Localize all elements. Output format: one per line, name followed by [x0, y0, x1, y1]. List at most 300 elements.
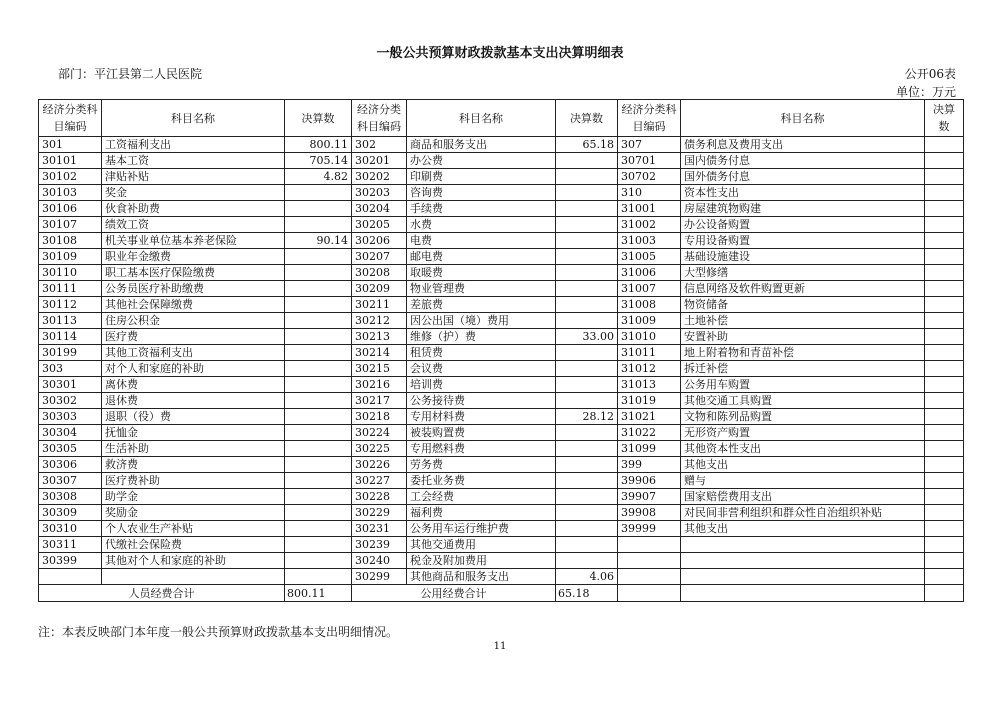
header-name: 科目名称 [102, 100, 285, 137]
cell-amount [556, 153, 618, 169]
page-number: 11 [493, 641, 507, 652]
table-row [39, 425, 964, 441]
cell-code: 31010 [618, 329, 681, 345]
cell-amount [285, 313, 352, 329]
cell-name [102, 569, 285, 585]
cell-code: 30303 [39, 409, 102, 425]
cell-name [681, 537, 925, 553]
cell-code: 30102 [39, 169, 102, 185]
table-row [39, 313, 964, 329]
cell-code: 31019 [618, 393, 681, 409]
cell-code: 30213 [352, 329, 407, 345]
cell-amount [285, 409, 352, 425]
cell-amount [556, 425, 618, 441]
cell-name: 培训费 [407, 377, 556, 393]
footnote: 注：本表反映部门本年度一般公共预算财政拨款基本支出明细情况。 [38, 625, 399, 639]
cell-name: 对个人和家庭的补助 [102, 361, 285, 377]
empty-cell [925, 585, 964, 602]
cell-name: 福利费 [407, 505, 556, 521]
cell-code: 30299 [352, 569, 407, 585]
cell-amount: 90.14 [285, 233, 352, 249]
cell-name: 公务接待费 [407, 393, 556, 409]
cell-name: 会议费 [407, 361, 556, 377]
cell-code: 30205 [352, 217, 407, 233]
cell-name: 租赁费 [407, 345, 556, 361]
cell-name: 办公费 [407, 153, 556, 169]
cell-name: 债务利息及费用支出 [681, 137, 925, 153]
cell-amount [925, 185, 964, 201]
cell-amount [556, 457, 618, 473]
cell-amount [556, 169, 618, 185]
table-row [39, 281, 964, 297]
cell-name: 电费 [407, 233, 556, 249]
cell-code: 31012 [618, 361, 681, 377]
cell-name: 差旅费 [407, 297, 556, 313]
table-row [39, 249, 964, 265]
table-number: 公开06表 [904, 67, 956, 81]
cell-code: 302 [352, 137, 407, 153]
cell-code: 30307 [39, 473, 102, 489]
cell-name: 其他商品和服务支出 [407, 569, 556, 585]
cell-code: 30204 [352, 201, 407, 217]
cell-code: 301 [39, 137, 102, 153]
cell-code: 31022 [618, 425, 681, 441]
cell-name: 其他支出 [681, 457, 925, 473]
cell-name: 退休费 [102, 393, 285, 409]
cell-name: 商品和服务支出 [407, 137, 556, 153]
cell-amount [925, 313, 964, 329]
cell-code: 30214 [352, 345, 407, 361]
empty-cell [618, 585, 681, 602]
table-row [39, 473, 964, 489]
cell-name: 赠与 [681, 473, 925, 489]
table-row [39, 441, 964, 457]
cell-amount: 65.18 [556, 137, 618, 153]
header-code: 经济分类科目编码 [618, 100, 681, 137]
cell-name: 信息网络及软件购置更新 [681, 281, 925, 297]
cell-amount [285, 185, 352, 201]
cell-code: 30305 [39, 441, 102, 457]
personnel-total-value: 800.11 [285, 585, 352, 602]
cell-code: 39999 [618, 521, 681, 537]
cell-amount: 800.11 [285, 137, 352, 153]
cell-amount [925, 457, 964, 473]
cell-amount [285, 345, 352, 361]
cell-name: 国内债务付息 [681, 153, 925, 169]
cell-amount [925, 153, 964, 169]
cell-name: 资本性支出 [681, 185, 925, 201]
cell-amount [285, 553, 352, 569]
cell-name: 拆迁补偿 [681, 361, 925, 377]
cell-code: 30106 [39, 201, 102, 217]
header-amount: 决算数 [285, 100, 352, 137]
cell-amount [556, 345, 618, 361]
personnel-total-label: 人员经费合计 [39, 585, 285, 602]
cell-amount [556, 377, 618, 393]
cell-amount [556, 537, 618, 553]
cell-amount [925, 361, 964, 377]
cell-code: 30217 [352, 393, 407, 409]
cell-code: 30226 [352, 457, 407, 473]
cell-code [618, 569, 681, 585]
cell-code: 30201 [352, 153, 407, 169]
cell-name: 印刷费 [407, 169, 556, 185]
cell-name: 对民间非营利组织和群众性自治组织补贴 [681, 505, 925, 521]
cell-name: 奖励金 [102, 505, 285, 521]
cell-code [618, 553, 681, 569]
unit-label: 单位：万元 [895, 85, 956, 99]
cell-amount [556, 265, 618, 281]
cell-name: 咨询费 [407, 185, 556, 201]
cell-name: 工资福利支出 [102, 137, 285, 153]
public-total-label: 公用经费合计 [352, 585, 556, 602]
cell-amount [556, 233, 618, 249]
cell-code: 30108 [39, 233, 102, 249]
cell-amount [556, 217, 618, 233]
cell-code: 30306 [39, 457, 102, 473]
cell-name: 其他交通费用 [407, 537, 556, 553]
cell-name: 基本工资 [102, 153, 285, 169]
table-row [39, 505, 964, 521]
cell-amount [925, 521, 964, 537]
table-row [39, 393, 964, 409]
cell-name: 劳务费 [407, 457, 556, 473]
cell-amount [285, 201, 352, 217]
cell-code: 31007 [618, 281, 681, 297]
cell-name: 绩效工资 [102, 217, 285, 233]
cell-code: 30209 [352, 281, 407, 297]
cell-code [39, 569, 102, 585]
cell-name: 房屋建筑物购建 [681, 201, 925, 217]
cell-amount [556, 361, 618, 377]
table-row [39, 217, 964, 233]
cell-name: 大型修缮 [681, 265, 925, 281]
cell-code: 30218 [352, 409, 407, 425]
header-amount: 决算数 [925, 100, 964, 137]
table-row [39, 153, 964, 169]
cell-amount [925, 409, 964, 425]
cell-code: 30702 [618, 169, 681, 185]
cell-code: 30227 [352, 473, 407, 489]
cell-amount [285, 489, 352, 505]
cell-code: 31006 [618, 265, 681, 281]
cell-code: 30701 [618, 153, 681, 169]
cell-amount [556, 281, 618, 297]
cell-amount [925, 377, 964, 393]
cell-name: 津贴补贴 [102, 169, 285, 185]
cell-name: 邮电费 [407, 249, 556, 265]
cell-amount [285, 441, 352, 457]
cell-code: 30207 [352, 249, 407, 265]
cell-name: 其他工资福利支出 [102, 345, 285, 361]
cell-name: 维修（护）费 [407, 329, 556, 345]
cell-amount [556, 393, 618, 409]
cell-code: 30212 [352, 313, 407, 329]
cell-code: 31008 [618, 297, 681, 313]
cell-name: 离休费 [102, 377, 285, 393]
cell-name: 职工基本医疗保险缴费 [102, 265, 285, 281]
cell-amount [285, 537, 352, 553]
cell-name: 取暖费 [407, 265, 556, 281]
cell-name: 其他对个人和家庭的补助 [102, 553, 285, 569]
cell-amount [556, 249, 618, 265]
cell-code: 30199 [39, 345, 102, 361]
cell-name: 奖金 [102, 185, 285, 201]
table-row [39, 345, 964, 361]
cell-name: 国外债务付息 [681, 169, 925, 185]
cell-name: 救济费 [102, 457, 285, 473]
cell-amount: 33.00 [556, 329, 618, 345]
cell-name: 代缴社会保险费 [102, 537, 285, 553]
cell-amount [925, 537, 964, 553]
cell-name: 手续费 [407, 201, 556, 217]
cell-amount [925, 393, 964, 409]
cell-name [681, 553, 925, 569]
cell-code: 30111 [39, 281, 102, 297]
cell-name: 伙食补助费 [102, 201, 285, 217]
cell-amount [925, 425, 964, 441]
cell-code: 30202 [352, 169, 407, 185]
cell-amount [925, 169, 964, 185]
department-label: 部门：平江县第二人民医院 [58, 67, 203, 81]
cell-amount [285, 265, 352, 281]
cell-code: 30224 [352, 425, 407, 441]
cell-code: 310 [618, 185, 681, 201]
table-header-row [39, 100, 964, 137]
cell-name: 物资储备 [681, 297, 925, 313]
cell-code: 31021 [618, 409, 681, 425]
cell-code: 30211 [352, 297, 407, 313]
cell-amount [556, 201, 618, 217]
cell-amount [285, 297, 352, 313]
cell-code: 31002 [618, 217, 681, 233]
cell-name: 物业管理费 [407, 281, 556, 297]
table-row [39, 537, 964, 553]
cell-name: 公务用车运行维护费 [407, 521, 556, 537]
cell-amount [285, 361, 352, 377]
table-row [39, 569, 964, 585]
cell-name: 土地补偿 [681, 313, 925, 329]
cell-amount [925, 281, 964, 297]
cell-code: 30113 [39, 313, 102, 329]
cell-amount [285, 249, 352, 265]
empty-cell [681, 585, 925, 602]
header-code: 经济分类科目编码 [39, 100, 102, 137]
cell-amount [556, 441, 618, 457]
cell-amount [285, 521, 352, 537]
cell-amount [285, 329, 352, 345]
cell-amount: 4.82 [285, 169, 352, 185]
cell-name: 地上附着物和青苗补偿 [681, 345, 925, 361]
cell-amount [285, 569, 352, 585]
cell-name: 抚恤金 [102, 425, 285, 441]
cell-name: 助学金 [102, 489, 285, 505]
cell-name: 其他社会保障缴费 [102, 297, 285, 313]
table-row [39, 553, 964, 569]
cell-name: 公务员医疗补助缴费 [102, 281, 285, 297]
cell-name: 被装购置费 [407, 425, 556, 441]
cell-code: 30308 [39, 489, 102, 505]
cell-name: 安置补助 [681, 329, 925, 345]
table-row [39, 361, 964, 377]
cell-name: 委托业务费 [407, 473, 556, 489]
cell-name: 国家赔偿费用支出 [681, 489, 925, 505]
cell-code: 30216 [352, 377, 407, 393]
cell-name: 无形资产购置 [681, 425, 925, 441]
cell-amount [925, 249, 964, 265]
cell-code: 303 [39, 361, 102, 377]
table-row [39, 137, 964, 153]
cell-amount [925, 553, 964, 569]
cell-name: 基础设施建设 [681, 249, 925, 265]
cell-amount [925, 201, 964, 217]
cell-code: 30110 [39, 265, 102, 281]
cell-name [681, 569, 925, 585]
cell-amount [556, 489, 618, 505]
table-row [39, 329, 964, 345]
cell-name: 工会经费 [407, 489, 556, 505]
cell-name: 医疗费 [102, 329, 285, 345]
cell-code: 30101 [39, 153, 102, 169]
cell-code: 31099 [618, 441, 681, 457]
cell-code: 30240 [352, 553, 407, 569]
cell-amount [556, 553, 618, 569]
cell-code: 30228 [352, 489, 407, 505]
cell-amount [556, 521, 618, 537]
cell-code: 31003 [618, 233, 681, 249]
cell-amount [285, 217, 352, 233]
expenditure-table [38, 99, 964, 602]
cell-name: 其他交通工具购置 [681, 393, 925, 409]
cell-code: 30109 [39, 249, 102, 265]
table-row [39, 489, 964, 505]
table-row [39, 169, 964, 185]
cell-amount: 4.06 [556, 569, 618, 585]
cell-code: 31009 [618, 313, 681, 329]
cell-name: 其他支出 [681, 521, 925, 537]
cell-amount [925, 345, 964, 361]
cell-code: 39907 [618, 489, 681, 505]
cell-amount [285, 377, 352, 393]
cell-code: 30203 [352, 185, 407, 201]
cell-amount [556, 473, 618, 489]
cell-amount [556, 297, 618, 313]
cell-amount [285, 505, 352, 521]
table-row [39, 185, 964, 201]
cell-amount [925, 569, 964, 585]
cell-code: 30239 [352, 537, 407, 553]
cell-name: 税金及附加费用 [407, 553, 556, 569]
cell-code: 30206 [352, 233, 407, 249]
cell-code: 30107 [39, 217, 102, 233]
cell-code: 31001 [618, 201, 681, 217]
cell-amount [925, 489, 964, 505]
cell-amount [925, 329, 964, 345]
cell-amount [556, 185, 618, 201]
cell-amount [925, 505, 964, 521]
table-body [39, 137, 964, 585]
cell-name: 专用设备购置 [681, 233, 925, 249]
table-row [39, 457, 964, 473]
cell-code: 30304 [39, 425, 102, 441]
cell-amount [925, 233, 964, 249]
cell-code: 30302 [39, 393, 102, 409]
cell-code: 39906 [618, 473, 681, 489]
cell-code: 30229 [352, 505, 407, 521]
public-total-value: 65.18 [556, 585, 618, 602]
cell-code [618, 537, 681, 553]
cell-amount [925, 265, 964, 281]
cell-amount [285, 457, 352, 473]
cell-name: 个人农业生产补贴 [102, 521, 285, 537]
table-row [39, 297, 964, 313]
cell-code: 30231 [352, 521, 407, 537]
cell-name: 专用燃料费 [407, 441, 556, 457]
header-name: 科目名称 [407, 100, 556, 137]
cell-amount [285, 393, 352, 409]
cell-code: 30112 [39, 297, 102, 313]
cell-code: 30208 [352, 265, 407, 281]
table-row [39, 233, 964, 249]
cell-code: 307 [618, 137, 681, 153]
cell-name: 住房公积金 [102, 313, 285, 329]
header-name: 科目名称 [681, 100, 925, 137]
cell-code: 30215 [352, 361, 407, 377]
cell-amount [556, 505, 618, 521]
cell-code: 30399 [39, 553, 102, 569]
cell-code: 30310 [39, 521, 102, 537]
cell-code: 399 [618, 457, 681, 473]
cell-amount: 28.12 [556, 409, 618, 425]
cell-amount [285, 425, 352, 441]
cell-code: 30103 [39, 185, 102, 201]
cell-name: 机关事业单位基本养老保险 [102, 233, 285, 249]
cell-code: 30114 [39, 329, 102, 345]
table-row [39, 201, 964, 217]
cell-code: 30309 [39, 505, 102, 521]
table-row [39, 521, 964, 537]
cell-name: 专用材料费 [407, 409, 556, 425]
cell-name: 医疗费补助 [102, 473, 285, 489]
cell-name: 文物和陈列品购置 [681, 409, 925, 425]
cell-amount [925, 137, 964, 153]
table-row [39, 265, 964, 281]
cell-name: 水费 [407, 217, 556, 233]
cell-name: 退职（役）费 [102, 409, 285, 425]
cell-code: 39908 [618, 505, 681, 521]
cell-amount [285, 281, 352, 297]
cell-code: 31013 [618, 377, 681, 393]
cell-code: 30301 [39, 377, 102, 393]
cell-name: 因公出国（境）费用 [407, 313, 556, 329]
cell-name: 办公设备购置 [681, 217, 925, 233]
header-amount: 决算数 [556, 100, 618, 137]
cell-amount [285, 473, 352, 489]
cell-amount: 705.14 [285, 153, 352, 169]
cell-amount [556, 313, 618, 329]
page-title: 一般公共预算财政拨款基本支出决算明细表 [376, 46, 624, 61]
header-code: 经济分类科目编码 [352, 100, 407, 137]
cell-code: 30225 [352, 441, 407, 457]
cell-amount [925, 473, 964, 489]
totals-row [39, 585, 964, 602]
cell-name: 职业年金缴费 [102, 249, 285, 265]
table-row [39, 377, 964, 393]
cell-amount [925, 217, 964, 233]
cell-code: 31005 [618, 249, 681, 265]
cell-name: 生活补助 [102, 441, 285, 457]
cell-amount [925, 297, 964, 313]
